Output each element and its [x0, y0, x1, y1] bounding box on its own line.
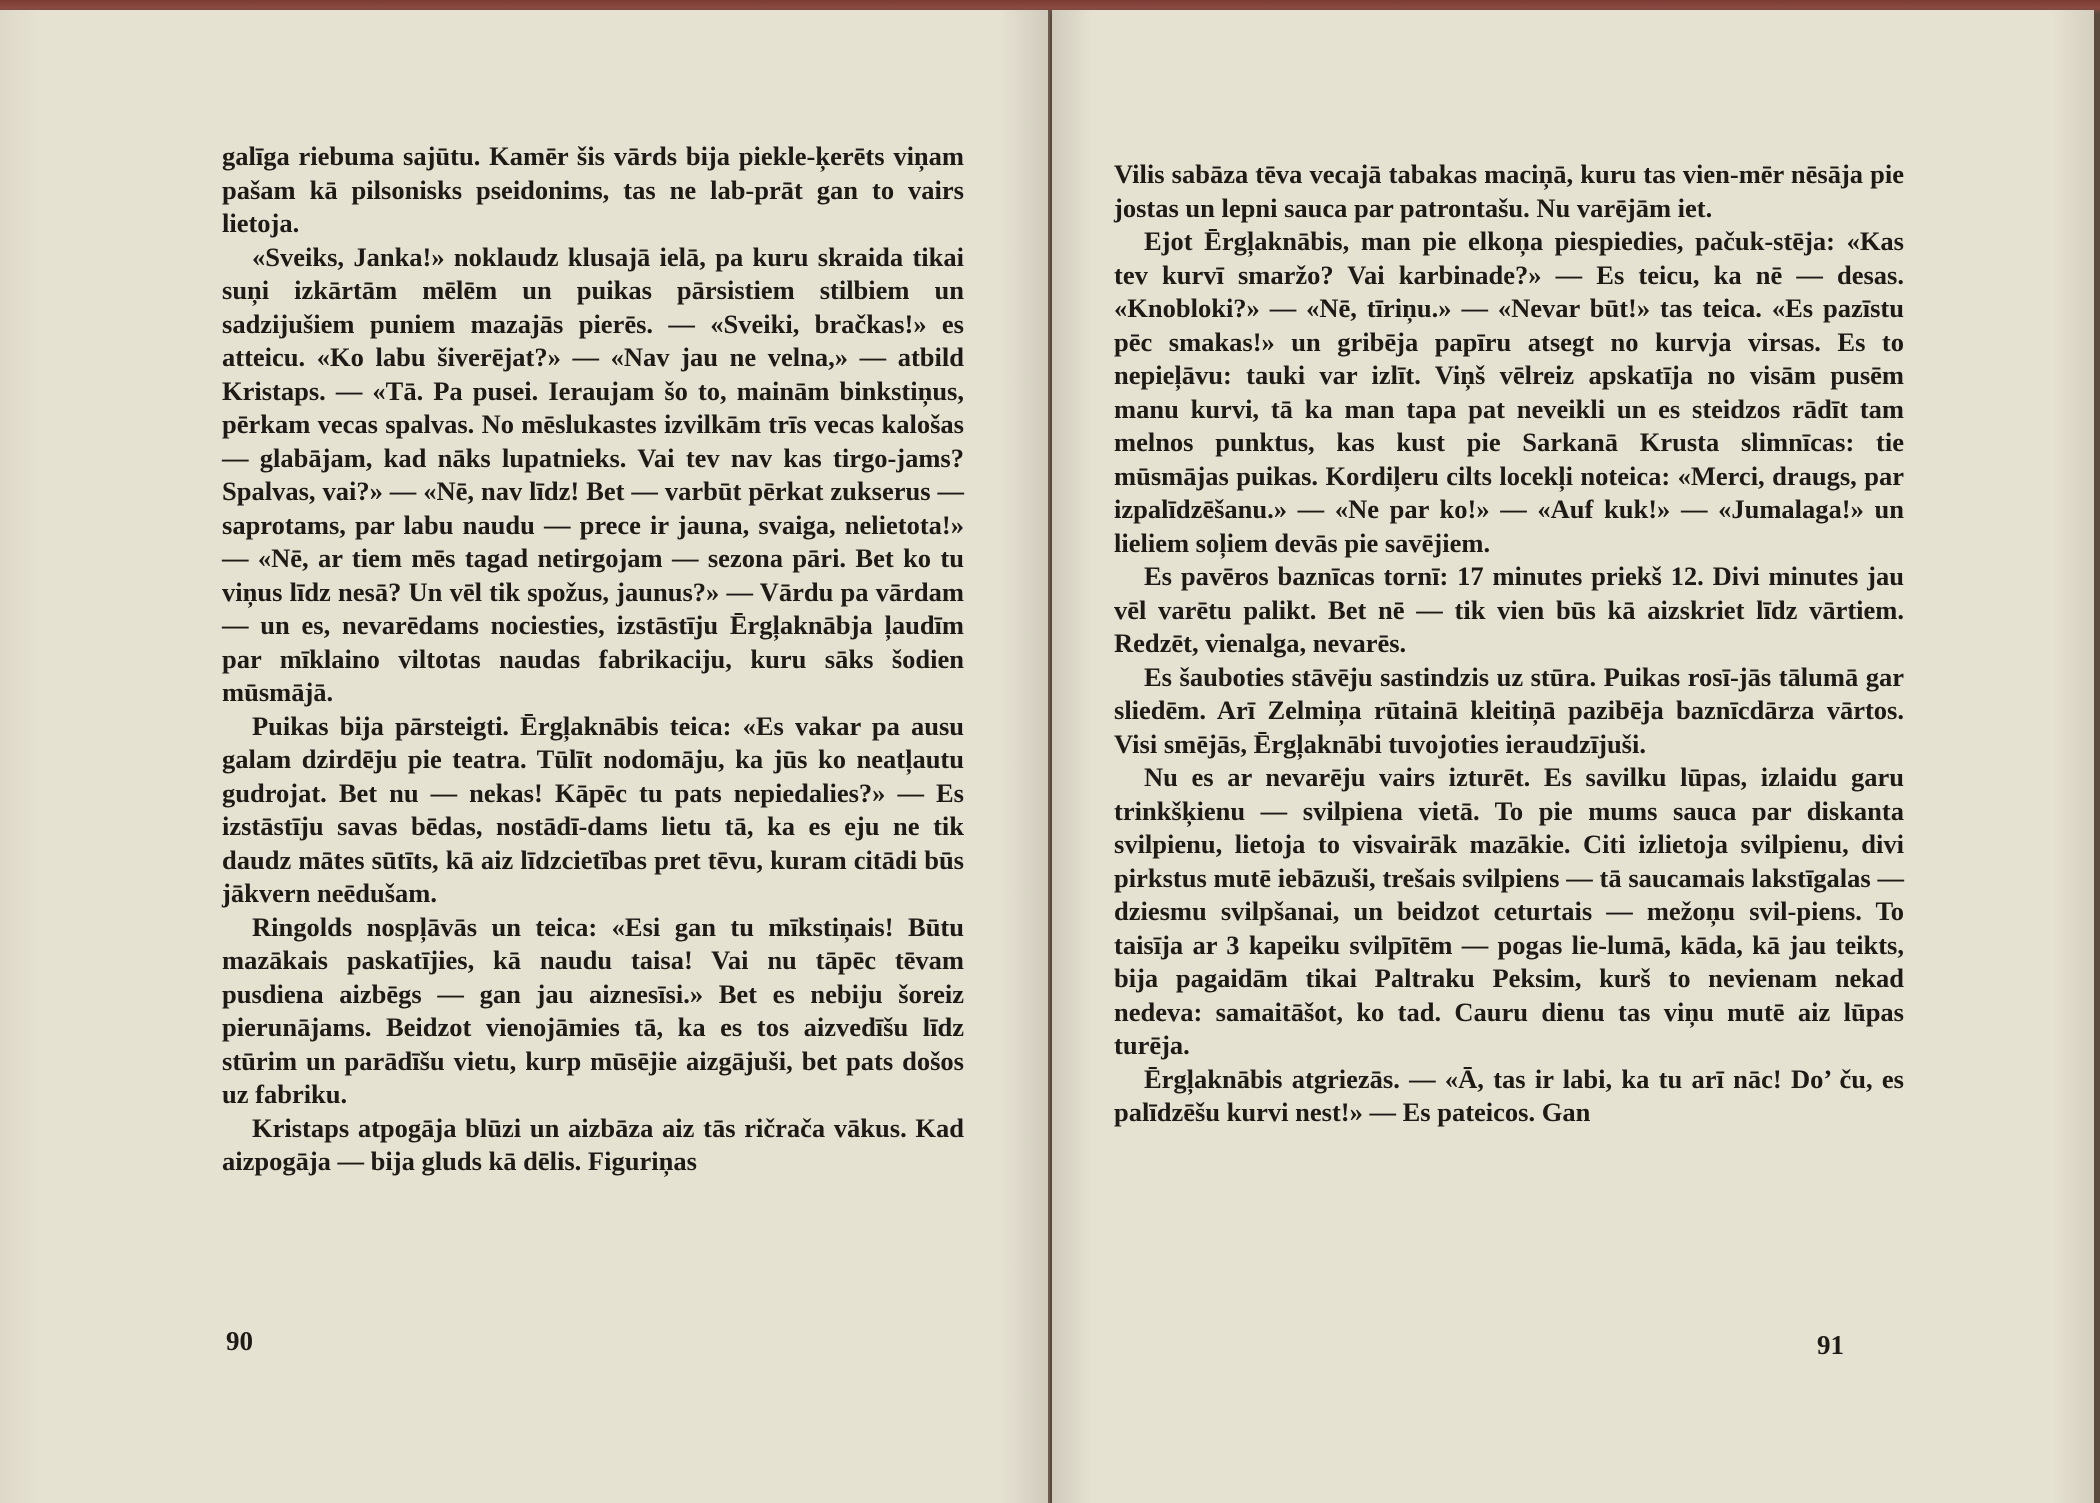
paragraph: Ringolds nospļāvās un teica: «Esi gan tu mīkstiņais! Būtu mazākais paskatījies, kā naudu taisa! Vai nu tāpēc tēvam pusdiena aizbēgs — gan jau aiznesīsi.» Bet es nebiju šoreiz pierunājams. Beidzot vienojāmies tā, ka es tos aizvedīšu līdz stūrim un parādīšu vietu, kurp mūsējie aizgājuši, bet pats došos uz fabriku. — [222, 911, 964, 1109]
paragraph: «Sveiks, Janka!» noklaudz klusajā ielā, pa kuru skraida tikai suņi izkārtām mēlēm un puikas pārsistiem stilbiem un sadzijušiem puniem mazajās pierēs. — «Sveiki, bračkas!» es atteicu. «Ko labu šiverējat?» — «Nav jau ne velna,» — atbild Kristaps. — «Tā. Pa pusei. Ieraujam šo to, mainām binkstiņus, pērkam vecas spalvas. No mēslukastes izvilkām trīs vecas kalošas — glabājam, kad nāks lupatnieks. Vai tev nav kas tirgo-jams? Spalvas, vai?» — «Nē, nav līdz! Bet — varbūt pērkat zukserus — saprotams, par labu naudu — prece ir jauna, svaiga, nelietota!» — «Nē, ar tiem mēs tagad netirgojam — sezona pāri. Bet ko tu viņus līdz nesā? Un vēl tik spožus, jaunus?» — Vārdu pa vārdam — un es, nevarēdams nociesties, izstāstīju Ērgļaknābja ļaudīm par mīklaino viltotas naudas fabrikaciju, kuru sāks šodien mūsmājā. — [222, 241, 964, 707]
paragraph: Ejot Ērgļaknābis, man pie elkoņa piespiedies, pačuk-stēja: «Kas tev kurvī smaržo? Vai karbinade?» — Es teicu, ka nē — desas. «Knobloki?» — «Nē, tīriņu.» — «Nevar būt!» tas teica. «Es pazīstu pēc smakas!» un gribēja papīru atsegt no kurvja virsas. Es to nepieļāvu: tauki var izlīt. Viņš vēlreiz apskatīja no visām pusēm manu kurvi, tā ka man tapa pat neveikli un es steidzos rādīt tam melnos punktus, kas kust pie Sarkanā Krusta slimnīcas: tie mūsmājas puikas. Kordiļeru cilts locekļi noteica: «Merci, draugs, par izpalīdzēšanu.» — «Ne par ko!» — «Auf kuk!» — «Jumalaga!» un lieliem soļiem devās pie savējiem. — [1114, 226, 1904, 558]
paragraph: galīga riebuma sajūtu. Kamēr šis vārds bija piekle-ķerēts viņam pašam kā pilsonisks pseidonims, tas ne lab-prāt gan to vairs lietoja. — [222, 141, 964, 238]
left-page — [0, 10, 1050, 1503]
page-number-left: 90 — [226, 1326, 253, 1356]
right-page — [1052, 10, 2094, 1503]
paragraph: Es šauboties stāvēju sastindzis uz stūra. Puikas rosī-jās tālumā gar sliedēm. Arī Zelmiņa rūtainā kleitiņā pazibēja baznīcdārza vārtos. Visi smējās, Ērgļaknābi tuvojoties ieraudzījuši. — [1114, 661, 1904, 759]
left-page-text — [222, 140, 964, 1179]
paragraph: Vilis sabāza tēva vecajā tabakas maciņā, kuru tas vien-mēr nēsāja pie jostas un lepni sauca par patrontašu. Nu varējām iet. — [1114, 159, 1904, 223]
paragraph: Nu es ar nevarēju vairs izturēt. Es savilku lūpas, izlaidu garu trinkšķienu — svilpiena vietā. To pie mums sauca par diskanta svilpienu, lietoja to visvairāk mazākie. Citi izlietoja svilpienu, divi pirkstus mutē iebāzuši, trešais svilpiens — tā saucamais lakstīgalas — dziesmu svilpšanai, un beidzot ceturtais — mežoņu svil-piens. To taisīja ar 3 kapeiku svilpītēm — pogas lie-lumā, kāda, kā jau teikts, bija pagaidām tikai Paltraku Peksim, kurš to nevienam nekad nedeva: samaitāšot, ko tad. Cauru dienu tas viņu mutē aiz lūpas turēja. — [1114, 762, 1904, 1060]
paragraph: Kristaps atpogāja blūzi un aizbāza aiz tās ričrača vākus. Kad aizpogāja — bija gluds kā dēlis. Figuriņas — [222, 1112, 964, 1176]
paragraph: Es pavēros baznīcas tornī: 17 minutes priekš 12. Divi minutes jau vēl varētu palikt. Bet nē — tik vien būs kā aizskriet līdz vārtiem. Redzēt, vienalga, nevarēs. — [1114, 561, 1904, 658]
right-page-text — [1114, 158, 1904, 1130]
paragraph: Ērgļaknābis atgriezās. — «Ā, tas ir labi, ka tu arī nāc! Do’ ču, es palīdzēšu kurvi nest!» — Es pateicos. Gan — [1114, 1063, 1904, 1127]
page-number-right: 91 — [1817, 1330, 1844, 1360]
paragraph: Puikas bija pārsteigti. Ērgļaknābis teica: «Es vakar pa ausu galam dzirdēju pie teatra. Tūlīt nodomāju, ka jūs ko neatļautu gudrojat. Bet nu — nekas! Kāpēc tu pats nepiedalies?» — Es izstāstīju savas bēdas, nostādī-dams lietu tā, ka es eju ne tik daudz mātes sūtīts, kā aiz līdzcietības pret tēvu, kuram citādi būs jākvern neēdušam. — [222, 710, 964, 908]
